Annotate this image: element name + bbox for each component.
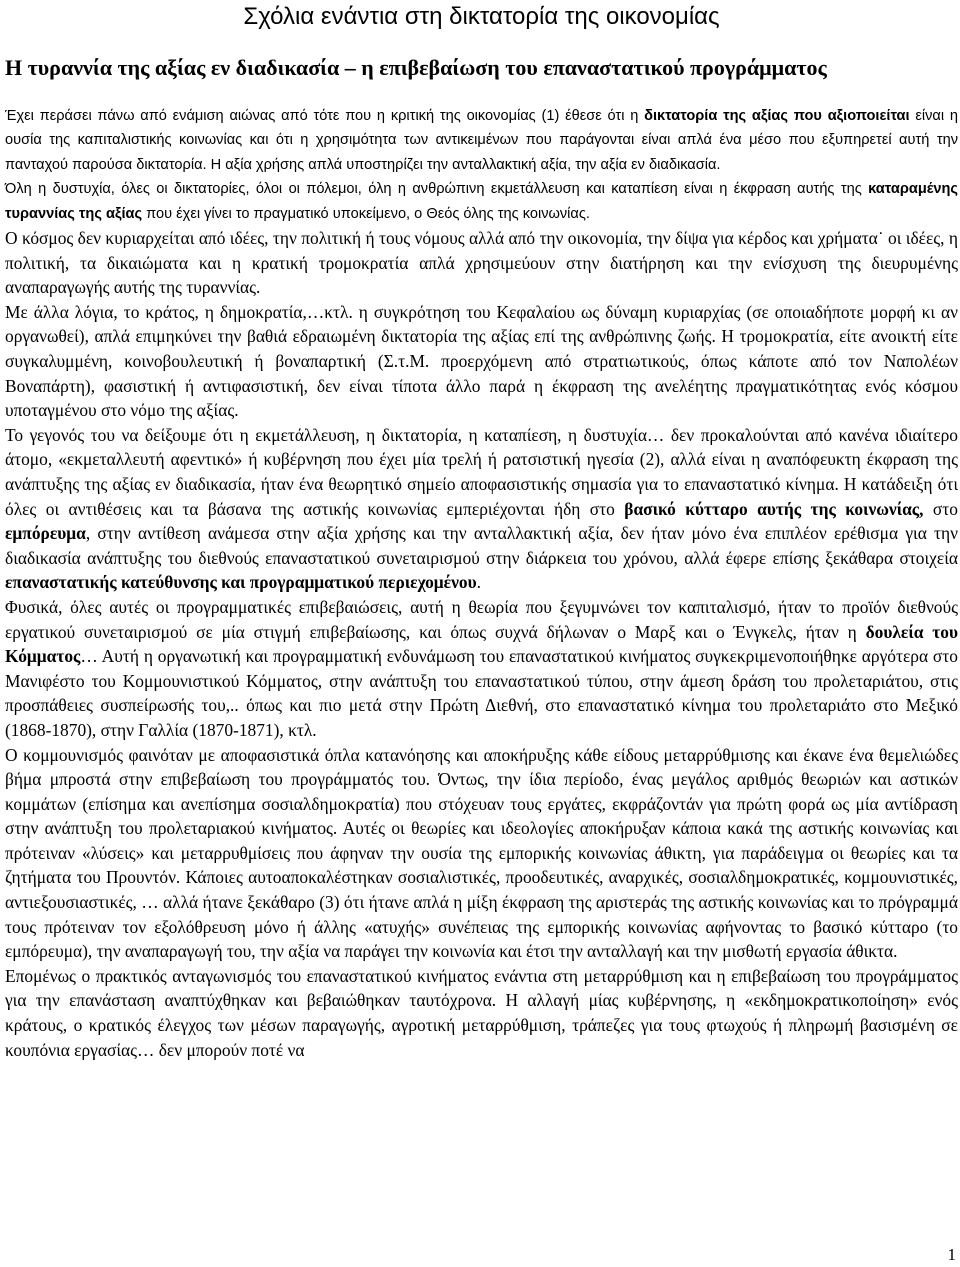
paragraph-5 [5, 423, 958, 595]
paragraph-4 [5, 300, 958, 423]
paragraph-7 [5, 743, 958, 964]
bold-segment: επαναστατικής κατεύθυνσης και προγραμματικού περιεχομένου [5, 572, 477, 593]
paragraph-6 [5, 595, 958, 743]
bold-segment: δικτατορία της αξίας που αξιοποιείται [644, 108, 910, 124]
text-segment: είναι η ουσία της καπιταλιστικής κοινωνίας και ότι η χρησιμότητα των αντικειμένων που παράγονται είναι απλά ένα μέσο που εξυπηρετεί αυτή την πανταχού παρούσα δικτατορία. Η αξία χρήσης απλά υποστηρίζει την ανταλλακτική αξία, την αξία εν διαδικασία. [5, 108, 958, 173]
bold-segment: δουλεία του Κόμματος [5, 621, 958, 667]
text-segment: Φυσικά, όλες αυτές οι προγραμματικές επιβεβαιώσεις, αυτή η θεωρία που ξεγυμνώνει τον καπιταλισμό, ήταν το προϊόν διεθνούς εργατικού συνεταιρισμού σε μία στιγμή επιβεβαίωσης, και όπως συχνά δήλωναν ο Μαρξ και ο Ένγκελς, ήταν η [5, 596, 958, 642]
paragraph-2 [5, 177, 958, 226]
text-segment: Όλη η δυστυχία, όλες οι δικτατορίες, όλοι οι πόλεμοι, όλη η ανθρώπινη εκμετάλλευση και καταπίεση είναι η έκφραση αυτής της [5, 181, 869, 198]
page-number: 1 [947, 1245, 956, 1264]
paragraph-3 [5, 226, 958, 300]
paragraph-8 [5, 964, 958, 1062]
document-page [5, 0, 958, 1062]
bold-segment: καταραμένης τυραννίας της αξίας [5, 181, 958, 222]
document-subtitle: Η τυραννία της αξίας εν διαδικασία – η επιβεβαίωση του επαναστατικού προγράμματος [5, 55, 827, 80]
text-segment: Το γεγονός του να δείξουμε ότι η εκμετάλλευση, η δικτατορία, η καταπίεση, η δυστυχία… δεν προκαλούνται από κανένα ιδιαίτερο άτομο, «εκμεταλλευτή αφεντικό» ή κυβέρνηση που έχει μία τρελή ή ρατσιστική ηγεσία (2), αλλά είναι η αναπόφευκτη έκφραση της ανάπτυξης της αξίας εν διαδικασία, ήταν ένα θεωρητικό σημείο αποφασιστικής σημασία για το επαναστατικό κίνημα. Η κατάδειξη ότι όλες οι αντιθέσεις και τα βάσανα της αστικής κοινωνίας εμπεριέχονται ήδη στο [5, 424, 958, 519]
text-segment: που έχει γίνει το πραγματικό υποκείμενο, ο Θεός όλης της κοινωνίας. [142, 205, 590, 222]
text-segment: Με άλλα λόγια, το κράτος, η δημοκρατία,…κτλ. η συγκρότηση του Κεφαλαίου ως δύναμη κυριαρχίας (σε οποιαδήποτε μορφή κι αν οργανωθεί), απλά επιμηκύνει την βαθιά εδραιωμένη δικτατορία της αξίας επί της ανθρώπινης ζωής. Η τρομοκρατία, είτε ανοικτή είτε συγκαλυμμένη, κοινοβουλευτική ή βοναπαρτική (Σ.τ.Μ. προερχόμενη από στρατιωτικούς, όπως κάποτε από τον Ναπολέων Βοναπάρτη), φασιστική ή αντιφασιστική, δεν είναι τίποτα άλλο παρά η έκφραση της ανελέητης πραγματικότητας ενός κόσμου υποταγμένου στο νόμο της αξίας. [5, 301, 958, 421]
bold-segment: βασικό κύτταρο αυτής της κοινωνίας, [624, 498, 924, 519]
text-segment: Ο κόσμος δεν κυριαρχείται από ιδέες, την πολιτική ή τους νόμους αλλά από την οικονομία, την δίψα για κέρδος και χρήματα˙ οι ιδέες, η πολιτική, τα δικαιώματα και η κρατική τρομοκρατία απλά χρησιμεύουν στην διατήρηση και την ενίσχυση της διευρυμένης αναπαραγωγής αυτής της τυραννίας. [5, 228, 958, 298]
text-segment: Ο κομμουνισμός φαινόταν με αποφασιστικά όπλα κατανόησης και αποκήρυξης κάθε είδους μεταρρύθμισης και έκανε ένα θεμελιώδες βήμα μπροστά στην επιβεβαίωση του προγράμματός του. Όντως, την ίδια περίοδο, ένας μεγάλος αριθμός θεωριών και αστικών κομμάτων (επίσημα και ανεπίσημα σοσιαλδημοκρατία) που στόχευαν τους εργάτες, εκφράζοντάν για πρώτη φορά ως μία αντίδραση στην ανάπτυξη του προλεταριακού κινήματος. Αυτές οι θεωρίες και ιδεολογίες αποκήρυξαν κάποια κακά της αστικής κοινωνίας και πρότειναν «λύσεις» και μεταρρυθμίσεις που άφηναν την ουσία της εμπορικής κοινωνίας άθικτη, για παράδειγμα οι θεωρίες και τα ζητήματα του Προυντόν. Κάποιες αυτοαποκαλέστηκαν σοσιαλιστικές, προοδευτικές, αναρχικές, σοσιαλδημοκρατικές, κομμουνιστικές, αντιεξουσιαστικές, … αλλά ήτανε ξεκάθαρο (3) ότι ήτανε απλά η μίξη έκφραση της αριστεράς της αστικής κοινωνίας και το πρόγραμμά τους πρότειναν τον εξολόθρευση μόνο ή άλλης «ατυχής» συνέπειας της εμπορικής κοινωνίας αφήνοντας το βασικό κύτταρο (το εμπόρευμα), την αναπαραγωγή του, την αξία να παράγει την κοινωνία και έτσι την ανταλλαγή και την μισθωτή εργασία άθικτα. [5, 744, 958, 962]
paragraph-1 [5, 104, 958, 177]
bold-segment: εμπόρευμα [5, 523, 86, 544]
text-segment: . [476, 572, 481, 593]
text-segment: Επομένως ο πρακτικός ανταγωνισμός του επαναστατικού κινήματος ενάντια στη μεταρρύθμιση και η επιβεβαίωση του προγράμματος για την επανάσταση αναπτύχθηκαν και βεβαιώθηκαν ταυτόχρονα. Η αλλαγή μίας κυβέρνησης, η «εκδημοκρατικοποίηση» ενός κράτους, ο κρατικός έλεγχος των μέσων παραγωγής, αγροτική μεταρρύθμιση, τράπεζες για τους φτωχούς ή πληρωμή βασισμένη σε κουπόνια εργασίας… δεν μπορούν ποτέ να [5, 965, 958, 1060]
text-segment: , στην αντίθεση ανάμεσα στην αξία χρήσης και την ανταλλακτική αξία, δεν ήταν μόνο ένα επιπλέον ερέθισμα για την διαδικασία ανάπτυξης του διεθνούς επαναστατικού συνεταιρισμού στην διάρκεια του χρόνου, αλλά έφερε επίσης ξεκάθαρα στοιχεία [5, 523, 958, 568]
text-segment: … Αυτή η οργανωτική και προγραμματική ενδυνάμωση του επαναστατικού κινήματος συγκεκριμενοποιήθηκε αργότερα στο Μανιφέστο του Κομμουνιστικού Κόμματος, στην ανάπτυξη του επαναστατικού τύπου, στην άμεση δράση του προλεταριάτου, στις προσπάθειες συσπείρωσής του,.. όπως και πιο μετά στην Πρώτη Διεθνή, στο επαναστατικό κίνημα του προλεταριάτο στο Μεξικό (1868-1870), στην Γαλλία (1870-1871), κτλ. [5, 646, 958, 740]
document-title: Σχόλια ενάντια στη δικτατορία της οικονομίας [243, 3, 720, 30]
text-segment: Έχει περάσει πάνω από ενάμιση αιώνας από τότε που η κριτική της οικονομίας (1) έθεσε ότι η [5, 108, 645, 124]
text-segment: στο [923, 498, 958, 519]
